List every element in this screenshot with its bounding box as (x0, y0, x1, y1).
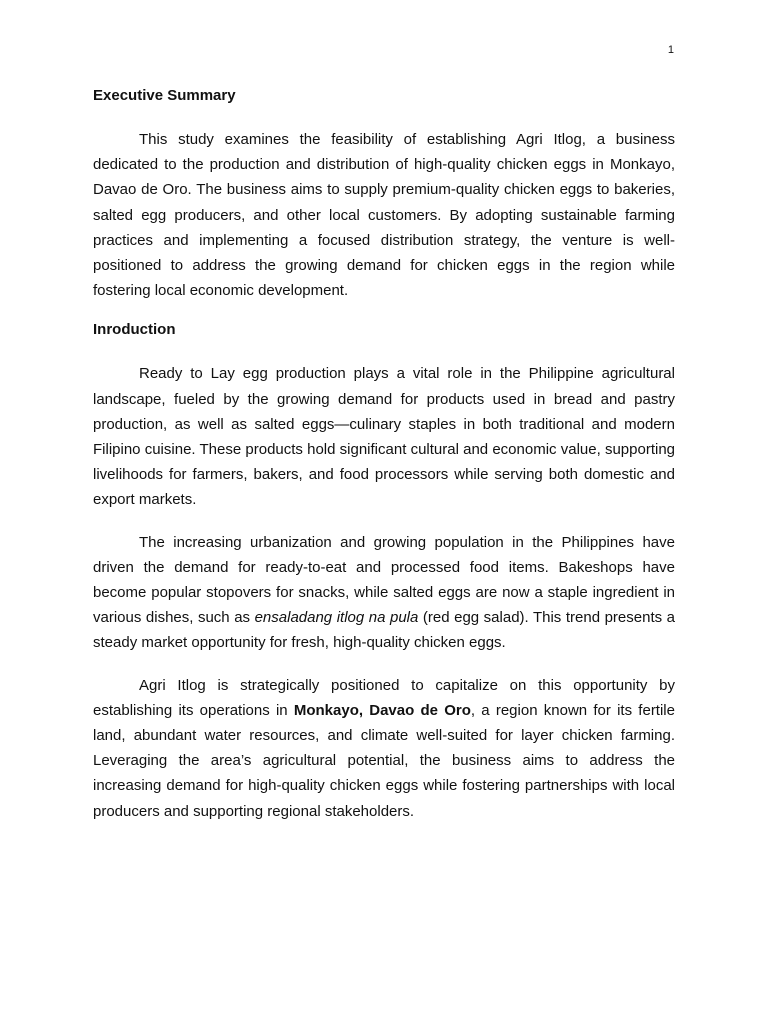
introduction-paragraph-2 (93, 530, 675, 656)
page-number: 1 (667, 44, 674, 56)
executive-summary-heading: Executive Summary (93, 87, 236, 104)
paragraph-2-italic-term: ensaladang itlog na pula (254, 609, 419, 627)
introduction-paragraph-1: Ready to Lay egg production plays a vital role in the Philippine agricultural landscape, fueled by the growing demand for products used in bread and pastry production, as well as salted eggs—culinary staples in both traditional and modern Filipino cuisine. These products hold significant cultural and economic value, supporting livelihoods for farmers, bakers, and food processors while serving both domestic and export markets. (93, 365, 675, 509)
paragraph-2-text-start: The increasing urbanization and growing population in the Philippines have driven the demand for ready-to-eat and processed food items. Bakeshops have become popular stopovers for snacks, while salted eggs are now a staple ingredient in various dishes, such as (93, 533, 675, 627)
paragraph-3-text-end: , a region known for its fertile land, abundant water resources, and climate well-suited for layer chicken farming. Leveraging the area’s agricultural potential, the business aims to address the increasing demand for high-quality chicken eggs while fostering partnerships with local producers and supporting regional stakeholders. (93, 701, 675, 820)
paragraph-2-text-end: (red egg salad). This trend presents a steady market opportunity for fresh, high-quality chicken eggs. (93, 609, 675, 652)
introduction-paragraph-3 (93, 673, 675, 824)
introduction-heading: Inroduction (93, 321, 176, 339)
document-body (93, 86, 675, 824)
executive-summary-paragraph: This study examines the feasibility of establishing Agri Itlog, a business dedicated to the production and distribution of high-quality chicken eggs in Monkayo, Davao de Oro. The business aims to supply premium-quality chicken eggs to bakeries, salted egg producers, and other local customers. By adopting sustainable farming practices and implementing a focused distribution strategy, the venture is well-positioned to address the growing demand for chicken eggs in the region while fostering local economic development. (93, 131, 675, 300)
paragraph-3-text-start: Agri Itlog is strategically positioned to capitalize on this opportunity by establishing its operations in (93, 676, 675, 719)
paragraph-3-bold-location: Monkayo, Davao de Oro (293, 701, 471, 719)
